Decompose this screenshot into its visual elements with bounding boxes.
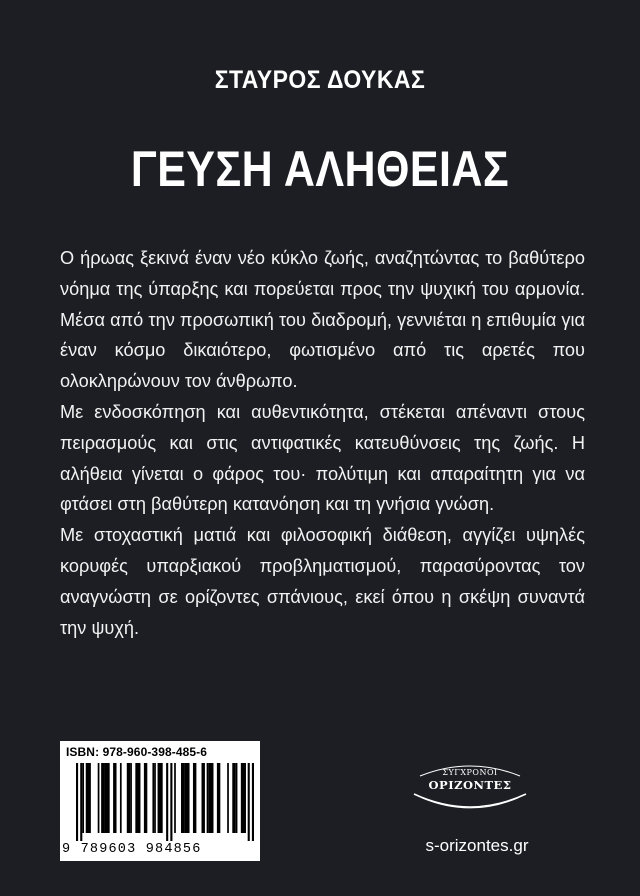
isbn-label: ISBN: 978-960-398-485-6 xyxy=(66,745,208,759)
blurb-paragraph-2: Με ενδοσκόπηση και αυθεντικότητα, στέκεται απέναντι στους πειρασμούς και στις αντιφατικές κατευθύνσεις της ζωής. Η αλήθεια γίνεται ο φάρος του· πολύτιμη και απαραίτητη για να φτάσει στη βαθύτερη κατανόηση και τη γνήσια γνώση. xyxy=(60,401,585,515)
blurb-paragraph-1: Ο ήρωας ξεκινά έναν νέο κύκλο ζωής, αναζητώντας το βαθύτερο νόημα της ύπαρξης και πορεύεται προς την ψυχική του αρμονία. Μέσα από την προσωπική του διαδρομή, γεννιέται η επιθυμία για έναν κόσμο δικαιότερο, φωτισμένο από τις αρετές που ολοκληρώνουν τον άνθρωπο. xyxy=(60,248,585,392)
blurb-text xyxy=(60,243,585,643)
publisher-name-main: ΟΡΙΖΟΝΤΕΣ xyxy=(428,778,512,792)
publisher-name-top: ΣΥΓΧΡΟΝΟΙ xyxy=(442,768,498,777)
publisher-logo xyxy=(400,758,540,820)
book-title: ΓΕΥΣΗ ΑΛΗΘΕΙΑΣ xyxy=(130,141,510,197)
blurb-paragraph-3: Με στοχαστική ματιά και φιλοσοφική διάθεση, αγγίζει υψηλές κορυφές υπαρξιακού προβληματισμού, παρασύροντας τον αναγνώστη σε ορίζοντες σπάνιους, εκεί όπου η σκέψη συναντά την ψυχή. xyxy=(60,525,585,638)
barcode-bars-icon xyxy=(76,763,254,841)
isbn-barcode xyxy=(60,741,260,861)
publisher-website: s-orizontes.gr xyxy=(425,836,529,855)
barcode-digits: 9 789603 984856 xyxy=(62,842,202,857)
author-name: ΣΤΑΥΡΟΣ ΔΟΥΚΑΣ xyxy=(214,66,426,94)
